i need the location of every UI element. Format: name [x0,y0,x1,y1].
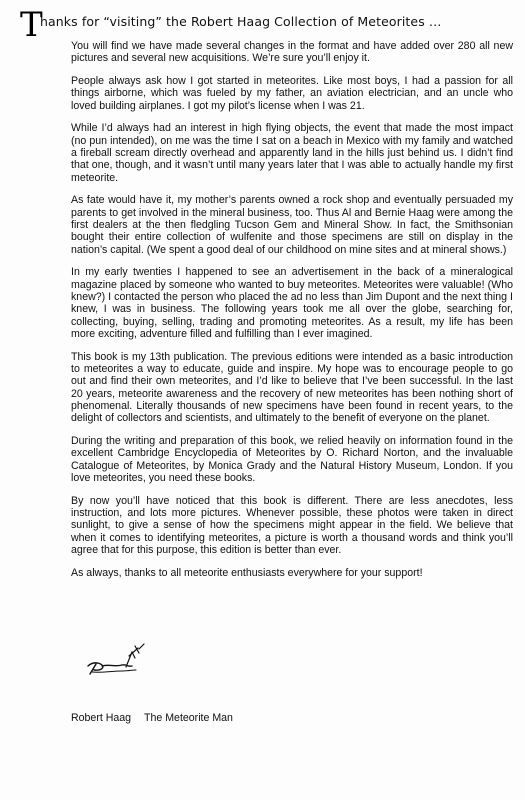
heading-text: hanks for “visiting” the Robert Haag Collection of Meteorites … [40,14,442,29]
paragraph: During the writing and preparation of this book, we relied heavily on information found in the excellent Cambridge Encyclopedia of Meteorites by O. Richard Norton, and the invaluable Catalogue of Meteorites, by Monica Grady and the Natural History Museum, London. If you love meteorites, you need these books. [71,435,513,484]
paragraph: As fate would have it, my mother’s parents owned a rock shop and eventually persuaded my parents to get involved in the mineral business, too. Thus Al and Bernie Haag were among the first dealers at the then fledgling Tucson Gem and Mineral Show. In fact, the Smithsonian bought their entire collection of wulfenite and those specimens are still on display in the nation’s capital. (We spent a good deal of our childhood on mine sites and at mineral shows.) [71,194,513,256]
signoff [71,712,233,724]
paragraph: As always, thanks to all meteorite enthusiasts everywhere for your support! [71,566,423,579]
heading-dropcap: T [20,5,43,45]
author-name: Robert Haag [71,712,132,724]
handwritten-signature-icon [82,640,162,680]
author-title: The Meteorite Man [144,712,233,724]
paragraph: This book is my 13th publication. The previous editions were intended as a basic introduction to meteorites a way to educate, guide and inspire. My hope was to encourage people to go out and find their own meteorites, and I’d like to believe that I’ve been successful. In the last 20 years, meteorite awareness and the recovery of new meteorites has been nothing short of phenomenal. Literally thousands of new specimens have been found in recent years, to the delight of collectors and scientists, and ultimately to the benefit of everyone on the planet. [71,350,513,425]
letter-body [71,40,513,589]
paragraph: By now you’ll have noticed that this book is different. There are less anecdotes, less instruction, and lots more pictures. Whenever possible, these photos were taken in direct sunlight, to give a sense of how the specimens might appear in the field. We believe that when it comes to identifying meteorites, a picture is worth a thousand words and think you’ll agree that for this purpose, this edition is better than ever. [71,494,513,556]
paragraph: You will find we have made several changes in the format and have added over 280 all new pictures and several new acquisitions. We’re sure you’ll enjoy it. [71,40,513,65]
paragraph: While I’d always had an interest in high flying objects, the event that made the most impact (no pun intended), on me was the time I sat on a beach in Mexico with my family and watched a fireball scream directly overhead and apparently land in the hills just behind us. I didn’t find that one, though, and it wasn’t until many years later that I was able to actually handle my first meteorite. [71,122,513,184]
paragraph: People always ask how I got started in meteorites. Like most boys, I had a passion for all things airborne, which was fueled by my father, an aviation electrician, and an uncle who loved building airplanes. I got my pilot’s license when I was 21. [71,75,513,112]
paragraph: In my early twenties I happened to see an advertisement in the back of a mineralogical magazine placed by someone who wanted to buy meteorites. Meteorites were valuable! (Who knew?) I contacted the person who placed the ad no less than Jim Dupont and the next thing I knew, I was in business. The following years took me all over the globe, searching for, collecting, buying, selling, trading and promoting meteorites. As a result, my life has been more exciting, adventure filled and fulfilling than I ever imagined. [71,266,513,340]
